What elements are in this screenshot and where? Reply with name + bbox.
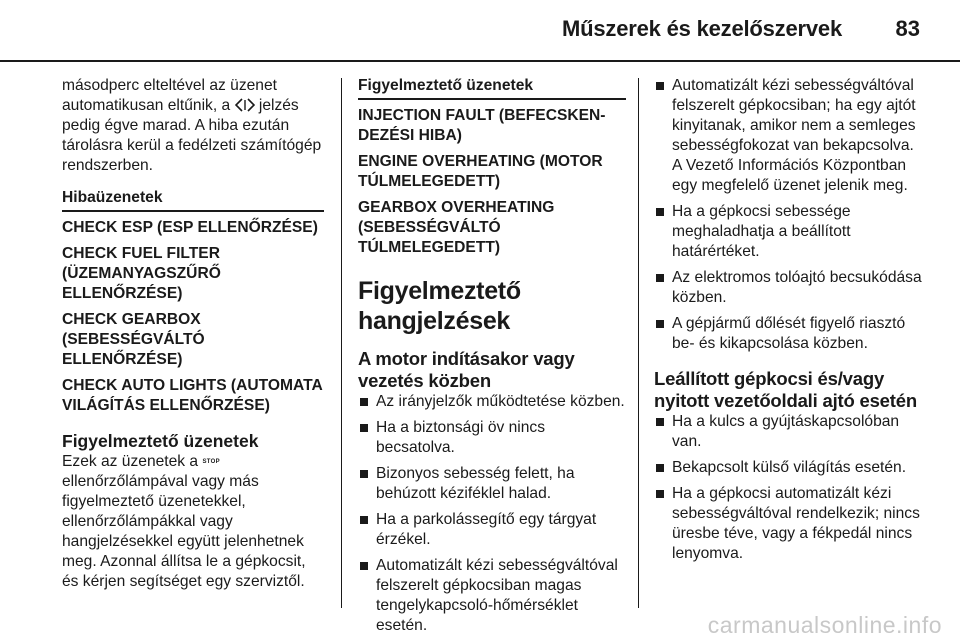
list-item: Ha a gépkocsi automatizált kézi sebességváltóval rendelkezik; nincs üresbe téve, vagy a fékpedál nincs lenyomva. xyxy=(654,484,924,564)
column-1 xyxy=(62,76,324,592)
error-message: CHECK AUTO LIGHTS (AUTOMATA VILÁGÍTÁS ELLENŐRZÉSE) xyxy=(62,377,323,414)
side-indicator-icon xyxy=(235,97,255,113)
warning-messages-label: Figyelmeztető üzenetek xyxy=(358,76,626,100)
list-item: Automatizált kézi sebességváltóval felszerelt gépkocsiban; ha egy ajtót kinyitanak, amikor nem a semleges sebességfokozat van bekapcsolva. A Vezető Információs Központban egy megfelelő üzenet jelenik meg. xyxy=(654,76,924,196)
list-item: Az elektromos tolóajtó becsukódása közben. xyxy=(654,268,924,308)
warning-chimes-heading: Figyelmeztető hangjelzések xyxy=(358,277,521,335)
warning-message: GEARBOX OVERHEATING (SEBESSÉGVÁLTÓ TÚLMELEGEDETT) xyxy=(358,199,555,256)
engine-chime-list xyxy=(358,392,626,636)
header-divider xyxy=(0,60,960,62)
parked-heading: Leállított gépkocsi és/vagy nyitott vezetőoldali ajtó esetén xyxy=(654,368,917,411)
intro-paragraph: másodperc elteltével az üzenet automatikusan eltűnik, a jelzés pedig égve marad. A hiba ezután tárolásra kerül a fedélzeti számítógép rendszerben. xyxy=(62,77,322,174)
list-item: A gépjármű dőlését figyelő riasztó be- és kikapcsolása közben. xyxy=(654,314,924,354)
warning-messages-heading: Figyelmeztető üzenetek xyxy=(62,431,259,451)
warning-message: INJECTION FAULT (BEFECSKEN-DEZÉSI HIBA) xyxy=(358,107,606,144)
column-divider-1 xyxy=(341,78,342,608)
list-item: Ha a gépkocsi sebessége meghaladhatja a beállított határértéket. xyxy=(654,202,924,262)
error-messages-label: Hibaüzenetek xyxy=(62,188,324,212)
list-item: Bekapcsolt külső világítás esetén. xyxy=(654,458,924,478)
list-item: Ha a parkolássegítő egy tárgyat érzékel. xyxy=(358,510,626,550)
column-2 xyxy=(358,76,626,636)
list-item: Automatizált kézi sebességváltóval felszerelt gépkocsiban magas tengelykapcsoló-hőmérséklet esetén. xyxy=(358,556,626,636)
error-message: CHECK FUEL FILTER (ÜZEMANYAGSZŰRŐ ELLENŐRZÉSE) xyxy=(62,245,221,302)
error-message: CHECK ESP (ESP ELLENŐRZÉSE) xyxy=(62,219,318,236)
column-3 xyxy=(654,76,924,564)
stop-icon: STOP xyxy=(202,459,220,465)
engine-start-heading: A motor indításakor vagy vezetés közben xyxy=(358,348,575,391)
list-item: Az irányjelzők működtetése közben. xyxy=(358,392,626,412)
list-item: Ha a kulcs a gyújtáskapcsolóban van. xyxy=(654,412,924,452)
page-header xyxy=(0,0,960,62)
list-item: Bizonyos sebesség felett, ha behúzott kéziféklel halad. xyxy=(358,464,626,504)
list-item: Ha a biztonsági öv nincs becsatolva. xyxy=(358,418,626,458)
column-divider-2 xyxy=(638,78,639,608)
watermark: carmanualsonline.info xyxy=(707,612,942,638)
chime-list-continued xyxy=(654,76,924,354)
error-message: CHECK GEARBOX (SEBESSÉGVÁLTÓ ELLENŐRZÉSE) xyxy=(62,311,205,368)
page-title: Műszerek és kezelőszervek xyxy=(562,16,842,41)
warning-message: ENGINE OVERHEATING (MOTOR TÚLMELEGEDETT) xyxy=(358,153,603,190)
warning-paragraph: Ezek az üzenetek a STOP ellenőrzőlámpával vagy más figyelmeztető üzenetekkel, ellenőrzőlámpákkal vagy hangjelzésekkel együtt jelenhetnek meg. Azonnal állítsa le a gépkocsit, és kérjen segítséget egy szerviztől. xyxy=(62,453,306,591)
parked-chime-list xyxy=(654,412,924,564)
page-number: 83 xyxy=(895,16,920,41)
